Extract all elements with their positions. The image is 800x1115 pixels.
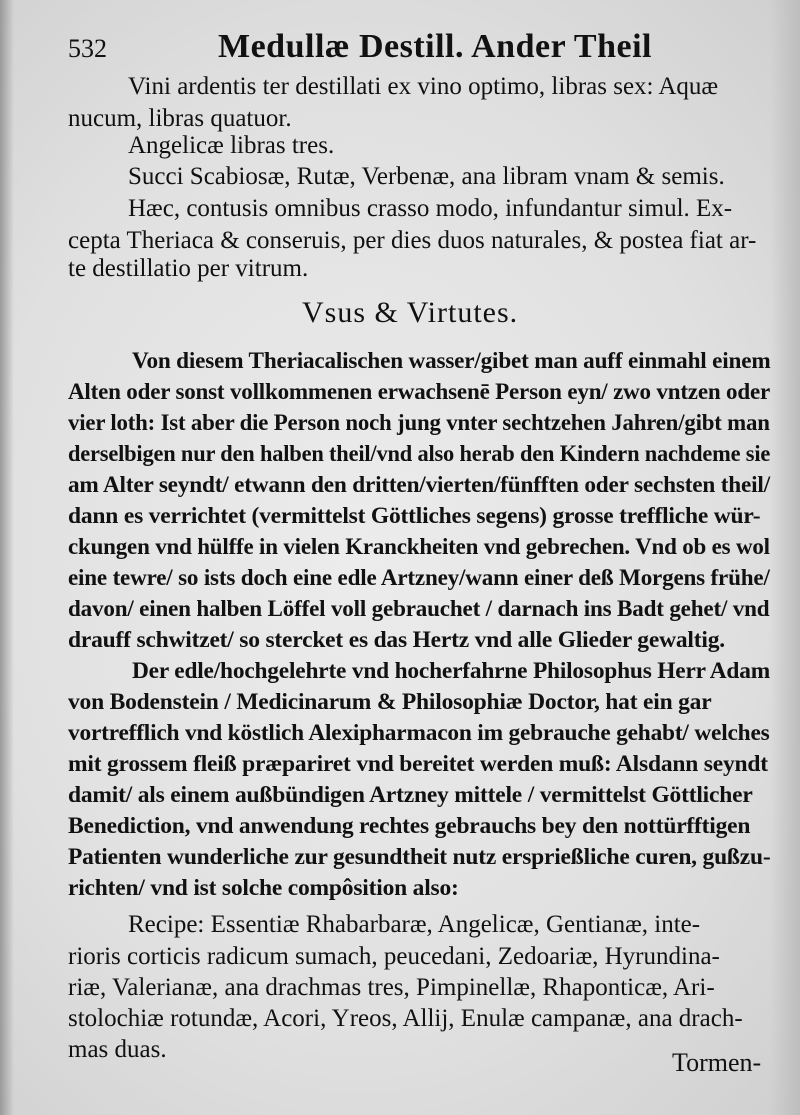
text-line: riæ, Valerianæ, ana drachmas tres, Pimpinellæ, Rhaponticæ, Ari- [68, 974, 715, 1001]
text-line: Angelicæ libras tres. [128, 132, 335, 159]
text-line: stolochiæ rotundæ, Acori, Yreos, Allij, Enulæ campanæ, ana drach- [68, 1005, 743, 1032]
text-line: cepta Theriaca & conseruis, per dies duos naturales, & postea fiat ar- [68, 227, 757, 254]
text-line: mas duas. [68, 1036, 167, 1063]
text-line: derselbigen nur den halben theil/vnd also herab den Kindern nachdeme sie [68, 441, 771, 467]
text-line: Benediction, vnd anwendung rechtes gebrauchs bey den nottürfftigen [68, 813, 751, 839]
catchword: Tormen- [672, 1048, 762, 1077]
text-line: vortrefflich vnd köstlich Alexipharmacon im gebrauche gehabt/ welches [68, 720, 770, 746]
text-line: von Bodenstein / Medicinarum & Philosophiæ Doctor, hat ein gar [68, 689, 712, 715]
page-header [68, 28, 768, 68]
text-line: nucum, libras quatuor. [68, 105, 292, 132]
section-heading: Vsus & Virtutes. [302, 296, 519, 329]
text-line: davon/ einen halben Löffel voll gebrauchet / darnach ins Badt gehet/ vnd [68, 596, 770, 622]
binding-shadow [0, 0, 14, 1115]
text-line: drauff schwitzet/ so stercket es das Hertz vnd alle Glieder gewaltig. [68, 627, 725, 653]
text-line: rioris corticis radicum sumach, peucedani, Zedoariæ, Hyrundina- [68, 943, 720, 970]
text-line: mit grossem fleiß præpariret vnd bereitet werden muß: Alsdann seyndt [68, 751, 768, 777]
text-line: Alten oder sonst vollkommenen erwachsenē Person eyn/ zwo vntzen oder [68, 379, 771, 405]
page-edge-shadow [770, 0, 800, 1115]
text-line: Succi Scabiosæ, Rutæ, Verbenæ, ana libram vnam & semis. [128, 163, 725, 190]
page-number: 532 [68, 34, 107, 63]
text-line: Patienten wunderliche zur gesundtheit nutz ersprießliche curen, gußzu- [68, 844, 771, 870]
text-line: te destillatio per vitrum. [68, 255, 309, 282]
text-line: richten/ vnd ist solche compôsition also: [68, 875, 459, 901]
text-line: Vini ardentis ter destillati ex vino optimo, libras sex: Aquæ [128, 73, 719, 100]
text-line: Von diesem Theriacalischen wasser/gibet man auff einmahl einem [132, 348, 771, 374]
text-line: Der edle/hochgelehrte vnd hocherfahrne Philosophus Herr Adam [132, 658, 771, 684]
text-line: Recipe: Essentiæ Rhabarbaræ, Angelicæ, Gentianæ, inte- [128, 911, 701, 938]
text-line: am Alter seyndt/ etwann den dritten/vierten/fünfften oder sechsten theil/ [68, 472, 770, 498]
text-line: vier loth: Ist aber die Person noch jung vnter sechtzehen Jahren/gibt man [68, 410, 770, 436]
text-line: Hæc, contusis omnibus crasso modo, infundantur simul. Ex- [128, 195, 733, 222]
text-line: ckungen vnd hülffe in vielen Kranckheiten vnd gebrechen. Vnd ob es wol [68, 534, 770, 560]
text-line: damit/ als einem außbündigen Artzney mittele / vermittelst Göttlicher [68, 782, 753, 808]
text-line: eine tewre/ so ists doch eine edle Artzney/wann einer deß Morgens frühe/ [68, 565, 770, 591]
text-line: dann es verrichtet (vermittelst Göttliches segens) grosse treffliche wür- [68, 503, 761, 529]
running-head: Medullæ Destill. Ander Theil [218, 28, 653, 65]
